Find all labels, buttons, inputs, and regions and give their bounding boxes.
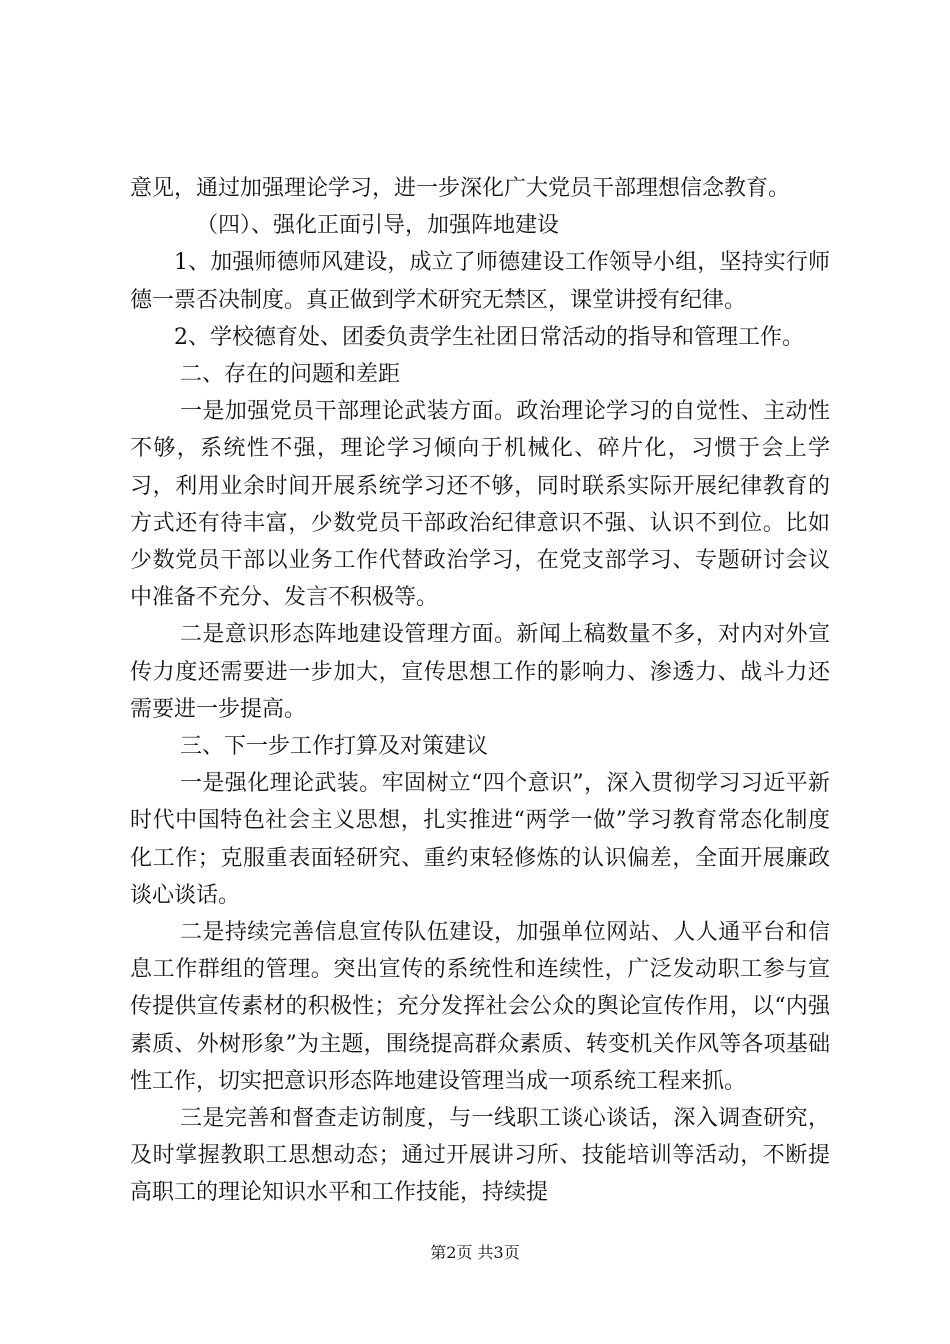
paragraph-problem-1: 一是加强党员干部理论武装方面。政治理论学习的自觉性、主动性不够，系统性不强，理论学习倾向于机械化、碎片化，习惯于会上学习，利用业余时间开展系统学习还不够，同时联系实际开展纪律教育的方式还有待丰富，少数党员干部政治纪律意识不强、认识不到位。比如少数党员干部以业务工作代替政治学习，在党支部学习、专题研讨会议中准备不充分、发言不积极等。 [130,399,830,611]
paragraph-item-1: 1、加强师德师风建设，成立了师德建设工作领导小组，坚持实行师德一票否决制度。真正做到学术研究无禁区，课堂讲授有纪律。 [130,250,830,313]
paragraph-plan-1: 一是强化理论武装。牢固树立“四个意识”，深入贯彻学习习近平新时代中国特色社会主义思想，扎实推进“两学一做”学习教育常态化制度化工作；克服重表面轻研究、重约束轻修炼的认识偏差，全面开展廉政谈心谈话。 [130,771,830,908]
paragraph-plan-2: 二是持续完善信息宣传队伍建设，加强单位网站、人人通平台和信息工作群组的管理。突出宣传的系统性和连续性，广泛发动职工参与宣传提供宣传素材的积极性；充分发挥社会公众的舆论宣传作用，以“内强素质、外树形象”为主题，围绕提高群众素质、转变机关作风等各项基础性工作，切实把意识形态阵地建设管理当成一项系统工程来抓。 [130,920,830,1094]
page-number-footer: 第2页 共3页 [430,1243,520,1262]
paragraph-item-2: 2、学校德育处、团委负责学生社团日常活动的指导和管理工作。 [174,324,804,350]
paragraph-problem-2: 二是意识形态阵地建设管理方面。新闻上稿数量不多，对内对外宣传力度还需要进一步加大，宣传思想工作的影响力、渗透力、战斗力还需要进一步提高。 [130,622,830,722]
paragraph-plan-3: 三是完善和督查走访制度，与一线职工谈心谈话，深入调查研究，及时掌握教职工思想动态；通过开展讲习所、技能培训等活动，不断提高职工的理论知识水平和工作技能，持续提 [130,1106,830,1206]
paragraph-continuation: 意见，通过加强理论学习，进一步深化广大党员干部理想信念教育。 [130,176,791,201]
section-heading-2: 二、存在的问题和差距 [180,362,401,388]
document-body [130,170,830,1212]
section-heading-4: （四）、强化正面引导，加强阵地建设 [196,213,560,239]
section-heading-3: 三、下一步工作打算及对策建议 [180,734,489,760]
